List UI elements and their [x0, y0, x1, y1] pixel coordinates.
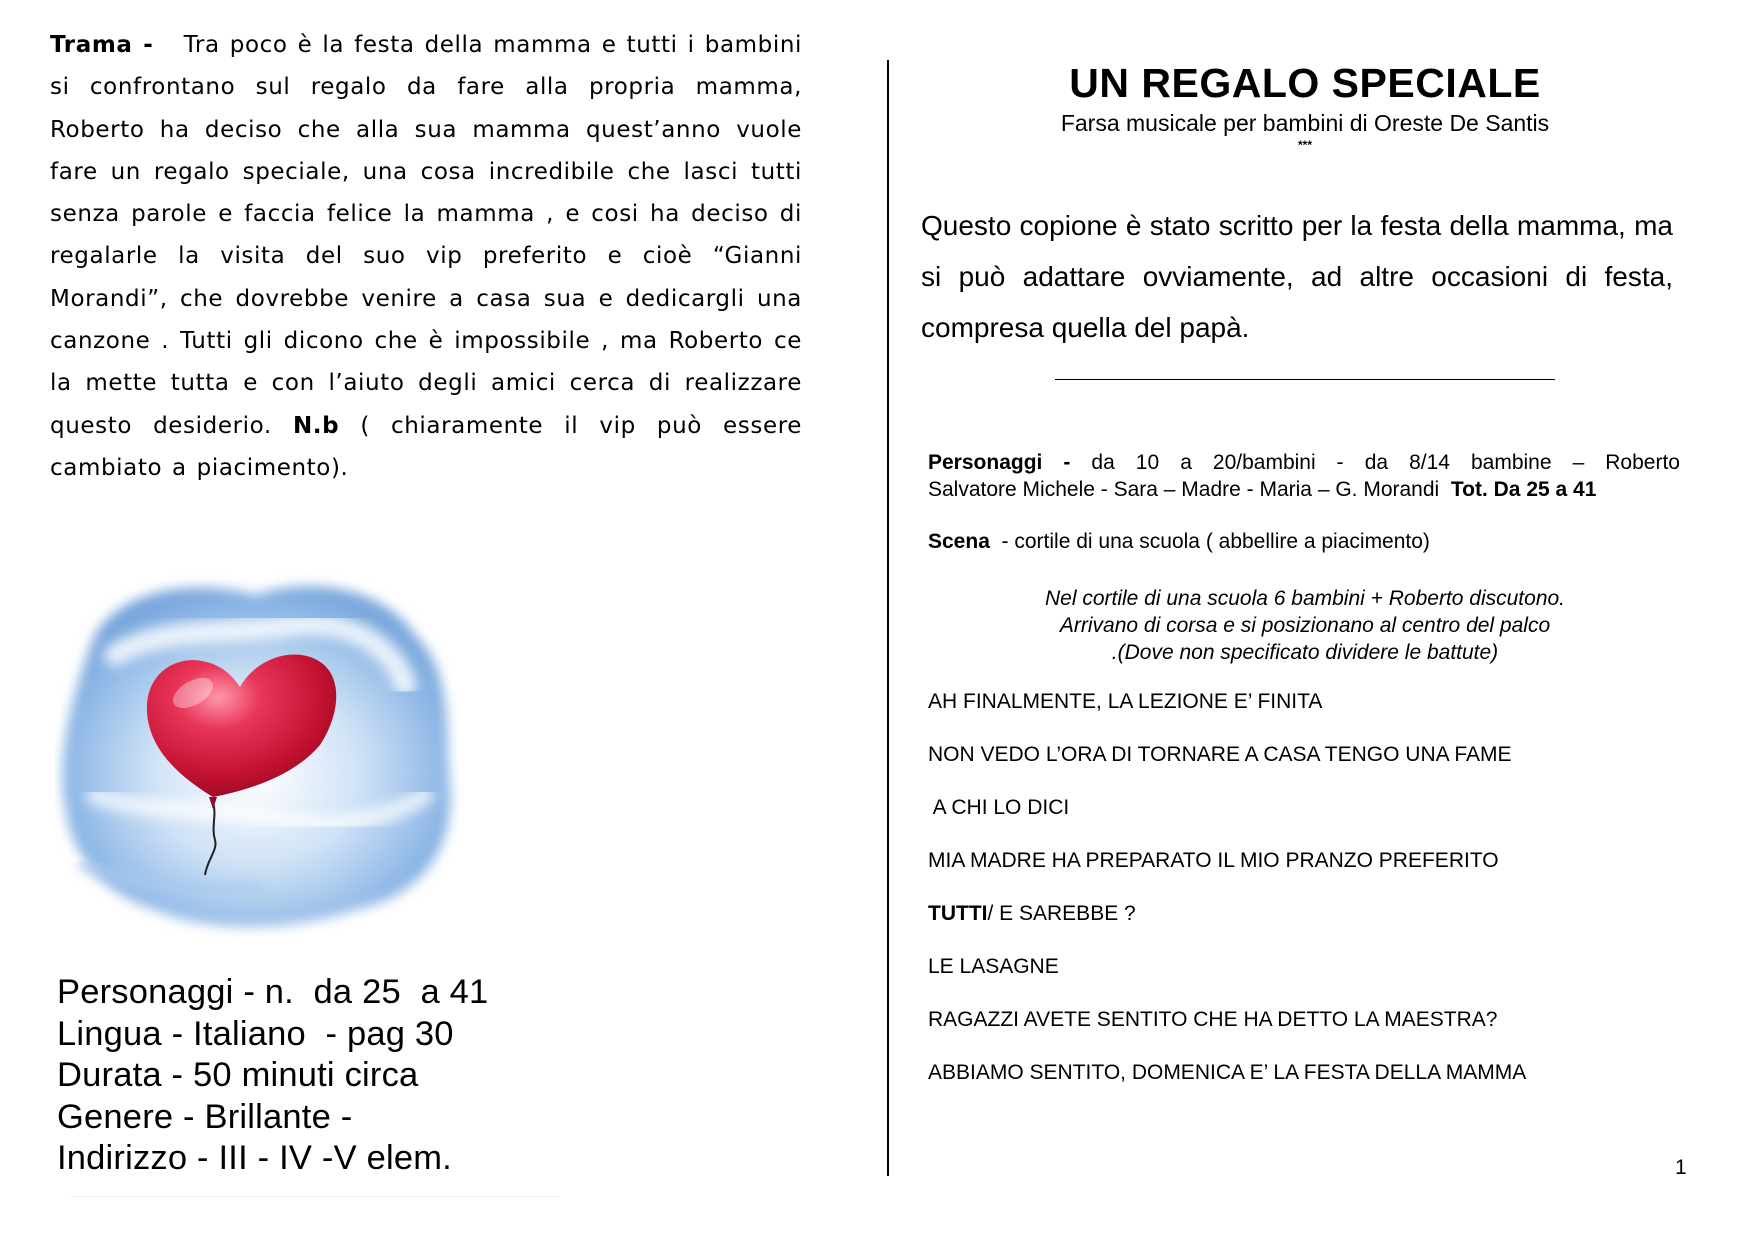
page-divider [887, 60, 889, 1176]
nb-label: N.b [292, 412, 340, 439]
info-genre: Genere - Brillante - [57, 1097, 353, 1136]
scene-description [928, 530, 1430, 554]
line-text: A CHI LO DICI [928, 796, 1070, 819]
scene-label: Scena [928, 530, 990, 553]
cast-list [928, 449, 1680, 503]
left-bottom-rule [70, 1196, 560, 1197]
stage-direction-line: .(Dove non specificato dividere le battute) [1111, 641, 1499, 664]
synopsis-label: Trama - [50, 32, 154, 58]
right-page [895, 0, 1754, 1240]
page-number: 1 [1675, 1156, 1687, 1179]
line-text: / E SAREBBE ? [987, 902, 1136, 925]
stars-ornament: *** [1297, 138, 1312, 152]
stage-direction [895, 585, 1715, 666]
info-block [57, 972, 488, 1180]
scene-text: - cortile di una scuola ( abbellire a piacimento) [1001, 530, 1430, 553]
line-text: LE LASAGNE [928, 955, 1059, 978]
line-text: AH FINALMENTE, LA LEZIONE E’ FINITA [928, 690, 1323, 713]
line-text: RAGAZZI AVETE SENTITO CHE HA DETTO LA MAESTRA? [928, 1008, 1498, 1031]
nb-text: ( chiaramente il vip può essere cambiato a piacimento). [50, 412, 803, 481]
page-subtitle: Farsa musicale per bambini di Oreste De Santis [1060, 110, 1550, 136]
intro-paragraph: Questo copione è stato scritto per la festa della mamma, ma si può adattare ovviamente, ad altre occasioni di festa, compresa quella del papà. [921, 210, 1673, 343]
info-language: Lingua - Italiano - pag 30 [57, 1014, 454, 1053]
script-line [928, 1008, 1497, 1032]
info-duration: Durata - 50 minuti circa [57, 1056, 419, 1094]
info-address: Indirizzo - III - IV -V elem. [57, 1139, 452, 1177]
heart-balloon-icon [55, 565, 465, 945]
script-line [928, 902, 1136, 926]
script-line [928, 796, 1069, 820]
line-text: NON VEDO L’ORA DI TORNARE A CASA TENGO UNA FAME [928, 743, 1512, 766]
script-line [928, 1061, 1526, 1085]
stage-direction-line: Arrivano di corsa e si posizionano al centro del palco [1059, 614, 1551, 637]
horizontal-rule [1055, 379, 1555, 380]
synopsis-text: Tra poco è la festa della mamma e tutti i bambini si confrontano sul regalo da fare alla propria mamma, Roberto ha deciso che alla sua mamma quest’anno vuole fare un regalo speciale, una cosa incredibile che lasci tutti senza parole e faccia felice la mamma , e cosi ha deciso di regalarle la visita del suo vip preferito e cioè “Gianni Morandi”, che dovrebbe venire a casa sua e dedicargli una canzone . Tutti gli dicono che è impossibile , ma Roberto ce la mette tutta e con l’aiuto degli amici cerca di realizzare questo desiderio. [50, 32, 803, 439]
line-text: MIA MADRE HA PREPARATO IL MIO PRANZO PREFERITO [928, 849, 1499, 872]
script-line [928, 743, 1512, 767]
cast-label: Personaggi - [928, 451, 1071, 474]
script-line [928, 849, 1499, 873]
info-characters: Personaggi - n. da 25 a 41 [57, 973, 489, 1011]
script-line [928, 690, 1322, 714]
synopsis [50, 24, 802, 489]
script-line [928, 955, 1059, 979]
stage-direction-line: Nel cortile di una scuola 6 bambini + Roberto discutono. [1044, 587, 1566, 610]
left-page [0, 0, 870, 1240]
cast-total: Tot. Da 25 a 41 [1450, 478, 1597, 501]
cast-line-2: Salvatore Michele - Sara – Madre - Maria – G. Morandi [928, 478, 1440, 501]
page-title: UN REGALO SPECIALE [1069, 60, 1541, 106]
line-text: ABBIAMO SENTITO, DOMENICA E’ LA FESTA DELLA MAMMA [928, 1061, 1527, 1084]
line-speaker: TUTTI [928, 902, 988, 925]
cast-line-1: da 10 a 20/bambini - da 8/14 bambine – Roberto [1091, 451, 1680, 474]
